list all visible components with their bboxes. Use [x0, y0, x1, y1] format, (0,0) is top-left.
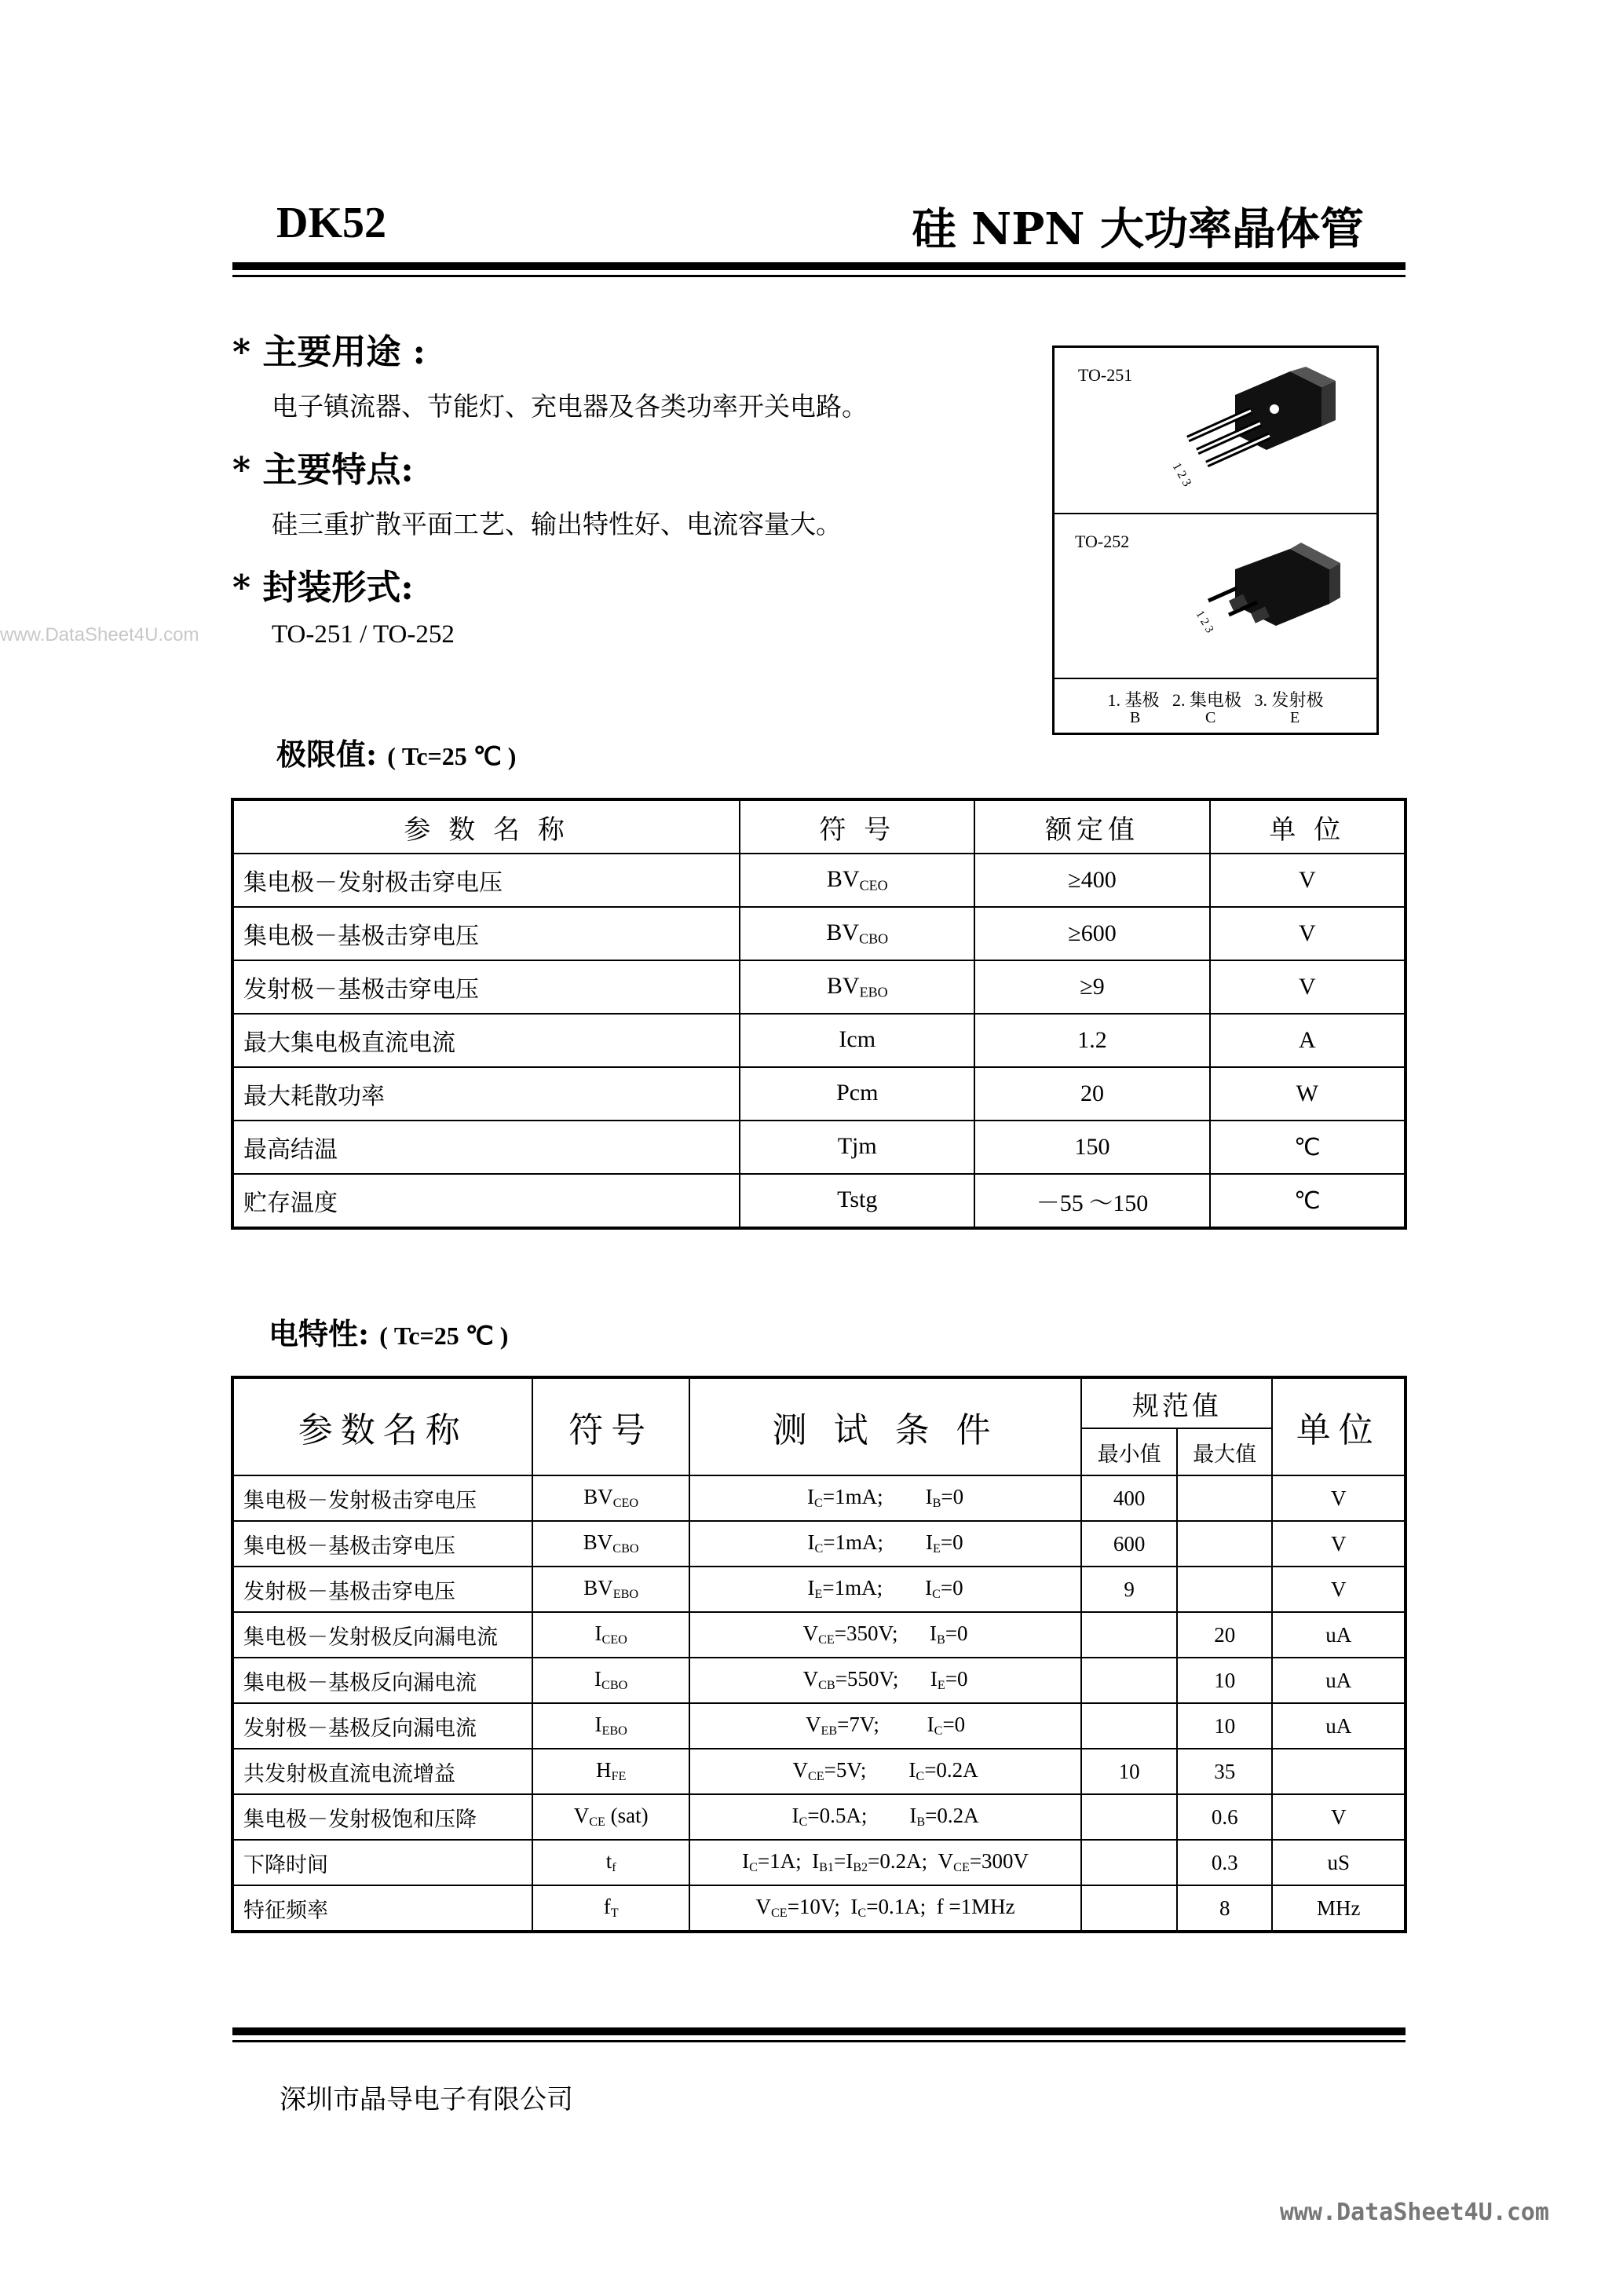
features-text: 硅三重扩散平面工艺、输出特性好、电流容量大。	[272, 509, 842, 539]
package-diagram-box	[1052, 345, 1379, 735]
elec-param-name: 发射极－基极击穿电压	[232, 1567, 532, 1612]
pin-legend-cell	[1055, 679, 1376, 737]
elec-max-value	[1177, 1567, 1273, 1612]
elec-unit: V	[1272, 1567, 1406, 1612]
to252-package-icon	[1141, 538, 1361, 671]
footer-rule-thin	[232, 2040, 1406, 2042]
elec-row	[232, 1749, 1406, 1794]
limits-symbol: Pcm	[740, 1067, 974, 1121]
elec-test-condition: $V_{CE}=350V$; $I_B=0$	[689, 1612, 1081, 1658]
elec-unit: V	[1272, 1521, 1406, 1567]
elec-symbol: $V_{CE}$ (sat)	[532, 1794, 689, 1840]
limits-unit: V	[1210, 854, 1406, 907]
limits-unit: A	[1210, 1014, 1406, 1067]
elec-min-value: 10	[1081, 1749, 1177, 1794]
features-title: * 主要特点:	[232, 450, 414, 490]
elec-param-name: 集电极－基极反向漏电流	[232, 1658, 532, 1703]
limits-param-name: 最大耗散功率	[232, 1067, 740, 1121]
package-text: TO-251 / TO-252	[272, 620, 455, 649]
elec-symbol: $BV_{CEO}$	[532, 1475, 689, 1521]
limits-param-name: 集电极－基极击穿电压	[232, 907, 740, 960]
watermark-right: www.DataSheet4U.com	[1279, 2199, 1549, 2226]
limits-unit: V	[1210, 907, 1406, 960]
elec-test-condition: $V_{CE}=5V$; $I_C=0.2A$	[689, 1749, 1081, 1794]
elec-param-name: 发射极－基极反向漏电流	[232, 1703, 532, 1749]
elec-max-value	[1177, 1521, 1273, 1567]
pin-legend-c: C	[1205, 709, 1216, 726]
elec-header-unit: 单位	[1272, 1377, 1406, 1475]
footer-rule-thick	[232, 2027, 1406, 2035]
pin-legend-e: E	[1290, 709, 1300, 726]
elec-row	[232, 1567, 1406, 1612]
elec-max-value: 10	[1177, 1658, 1273, 1703]
elec-header-spec: 规范值	[1081, 1377, 1272, 1428]
limits-param-name: 集电极－发射极击穿电压	[232, 854, 740, 907]
limits-rating: ≥600	[974, 907, 1209, 960]
limits-condition: ( Tc=25 ℃ )	[387, 742, 517, 770]
elec-row	[232, 1658, 1406, 1703]
limits-param-name: 最高结温	[232, 1121, 740, 1174]
elec-max-value	[1177, 1475, 1273, 1521]
elec-unit: V	[1272, 1475, 1406, 1521]
elec-title-text: 电特性:	[269, 1316, 370, 1351]
elec-min-value	[1081, 1840, 1177, 1885]
elec-test-condition: $I_E=1mA$; $I_C=0$	[689, 1567, 1081, 1612]
elec-row	[232, 1794, 1406, 1840]
elec-min-value	[1081, 1612, 1177, 1658]
limits-param-name: 贮存温度	[232, 1174, 740, 1228]
elec-symbol: $t_f$	[532, 1840, 689, 1885]
elec-symbol: $I_{CBO}$	[532, 1658, 689, 1703]
limits-rating: ≥400	[974, 854, 1209, 907]
limits-header-rating: 额定值	[974, 799, 1209, 854]
limits-row	[232, 907, 1406, 960]
elec-min-value	[1081, 1658, 1177, 1703]
limits-symbol: $BV_{CEO}$	[740, 854, 974, 907]
elec-param-name: 集电极－发射极饱和压降	[232, 1794, 532, 1840]
limits-param-name: 发射极－基极击穿电压	[232, 960, 740, 1014]
elec-unit: V	[1272, 1794, 1406, 1840]
limits-header-name: 参 数 名 称	[232, 799, 740, 854]
watermark-left: www.DataSheet4U.com	[0, 624, 199, 645]
limits-unit: ℃	[1210, 1174, 1406, 1228]
limits-rating: 1.2	[974, 1014, 1209, 1067]
limits-symbol: Icm	[740, 1014, 974, 1067]
limits-header-unit: 单 位	[1210, 799, 1406, 854]
limits-unit: W	[1210, 1067, 1406, 1121]
elec-test-condition: $I_C=0.5A$; $I_B=0.2A$	[689, 1794, 1081, 1840]
limits-header-symbol: 符 号	[740, 799, 974, 854]
elec-symbol: $f_T$	[532, 1885, 689, 1932]
elec-unit: MHz	[1272, 1885, 1406, 1932]
limits-symbol: $BV_{CBO}$	[740, 907, 974, 960]
limits-row	[232, 1067, 1406, 1121]
usage-text: 电子镇流器、节能灯、充电器及各类功率开关电路。	[272, 391, 868, 422]
elec-max-value: 8	[1177, 1885, 1273, 1932]
elec-row	[232, 1612, 1406, 1658]
elec-symbol: $BV_{CBO}$	[532, 1521, 689, 1567]
limits-title	[276, 730, 516, 773]
model-number: DK52	[276, 199, 386, 247]
limits-symbol: Tstg	[740, 1174, 974, 1228]
limits-row	[232, 1014, 1406, 1067]
elec-symbol: $BV_{EBO}$	[532, 1567, 689, 1612]
elec-min-value	[1081, 1794, 1177, 1840]
elec-unit: uA	[1272, 1658, 1406, 1703]
elec-test-condition: $I_C=1mA$; $I_B=0$	[689, 1475, 1081, 1521]
limits-table	[231, 798, 1407, 1230]
elec-min-value: 400	[1081, 1475, 1177, 1521]
elec-min-value: 9	[1081, 1567, 1177, 1612]
elec-condition: ( Tc=25 ℃ )	[379, 1322, 509, 1350]
document-title: 硅 NPN 大功率晶体管	[912, 203, 1364, 255]
elec-test-condition: $V_{EB}=7V$; $I_C=0$	[689, 1703, 1081, 1749]
elec-test-condition: $V_{CB}=550V$; $I_E=0$	[689, 1658, 1081, 1703]
elec-test-condition: $I_C=1A$; $I_{B1}=I_{B2}=0.2A$; $V_{CE}=300V$	[689, 1840, 1081, 1885]
elec-min-value	[1081, 1703, 1177, 1749]
elec-header-row	[232, 1377, 1406, 1428]
pin-legend-line: 1. 基极 2. 集电极 3. 发射极	[1107, 690, 1324, 710]
elec-header-name: 参数名称	[232, 1377, 532, 1475]
to251-package-icon	[1133, 364, 1369, 513]
pin-legend-b: B	[1130, 709, 1141, 726]
elec-param-name: 集电极－基极击穿电压	[232, 1521, 532, 1567]
elec-test-condition: $V_{CE}=10V$; $I_C=0.1A$; f =1MHz	[689, 1885, 1081, 1932]
limits-param-name: 最大集电极直流电流	[232, 1014, 740, 1067]
elec-max-value: 20	[1177, 1612, 1273, 1658]
limits-rating: ≥9	[974, 960, 1209, 1014]
limits-row	[232, 1121, 1406, 1174]
elec-test-condition: $I_C=1mA$; $I_E=0$	[689, 1521, 1081, 1567]
elec-unit: uS	[1272, 1840, 1406, 1885]
to251-label: TO-251	[1078, 365, 1133, 385]
limits-symbol: $BV_{EBO}$	[740, 960, 974, 1014]
elec-min-value: 600	[1081, 1521, 1177, 1567]
limits-unit: V	[1210, 960, 1406, 1014]
elec-min-value	[1081, 1885, 1177, 1932]
elec-symbol: $I_{CEO}$	[532, 1612, 689, 1658]
to251-cell	[1055, 348, 1376, 514]
header-rule-thin	[232, 275, 1406, 277]
company-name: 深圳市晶导电子有限公司	[280, 2084, 573, 2115]
elec-param-name: 集电极－发射极击穿电压	[232, 1475, 532, 1521]
limits-row	[232, 854, 1406, 907]
elec-param-name: 集电极－发射极反向漏电流	[232, 1612, 532, 1658]
elec-header-symbol: 符号	[532, 1377, 689, 1475]
elec-unit	[1272, 1749, 1406, 1794]
elec-max-value: 0.3	[1177, 1840, 1273, 1885]
elec-unit: uA	[1272, 1612, 1406, 1658]
elec-param-name: 下降时间	[232, 1840, 532, 1885]
limits-rating: 150	[974, 1121, 1209, 1174]
elec-max-value: 10	[1177, 1703, 1273, 1749]
elec-row	[232, 1475, 1406, 1521]
elec-header-condition: 测 试 条 件	[689, 1377, 1081, 1475]
limits-row	[232, 960, 1406, 1014]
limits-title-text: 极限值:	[276, 737, 378, 772]
limits-symbol: Tjm	[740, 1121, 974, 1174]
to252-pins-label: 1 2 3	[1193, 609, 1216, 635]
to252-cell	[1055, 514, 1376, 679]
elec-param-name: 共发射极直流电流增益	[232, 1749, 532, 1794]
limits-row	[232, 1174, 1406, 1228]
elec-row	[232, 1703, 1406, 1749]
limits-header-row	[232, 799, 1406, 854]
elec-param-name: 特征频率	[232, 1885, 532, 1932]
to252-label: TO-252	[1075, 532, 1130, 551]
header-rule-thick	[232, 262, 1406, 270]
elec-row	[232, 1521, 1406, 1567]
elec-max-value: 0.6	[1177, 1794, 1273, 1840]
limits-rating: 20	[974, 1067, 1209, 1121]
limits-rating: －55 ～150	[974, 1174, 1209, 1228]
elec-row	[232, 1840, 1406, 1885]
elec-unit: uA	[1272, 1703, 1406, 1749]
to251-pins-label: 1 2 3	[1169, 460, 1194, 489]
limits-unit: ℃	[1210, 1121, 1406, 1174]
elec-header-max: 最大值	[1177, 1428, 1273, 1475]
usage-title: * 主要用途 :	[232, 332, 426, 372]
elec-symbol: $I_{EBO}$	[532, 1703, 689, 1749]
elec-row	[232, 1885, 1406, 1932]
elec-table	[231, 1376, 1407, 1933]
elec-symbol: $H_{FE}$	[532, 1749, 689, 1794]
package-title: * 封装形式:	[232, 568, 414, 608]
elec-max-value: 35	[1177, 1749, 1273, 1794]
elec-title	[269, 1310, 508, 1353]
elec-header-min: 最小值	[1081, 1428, 1177, 1475]
